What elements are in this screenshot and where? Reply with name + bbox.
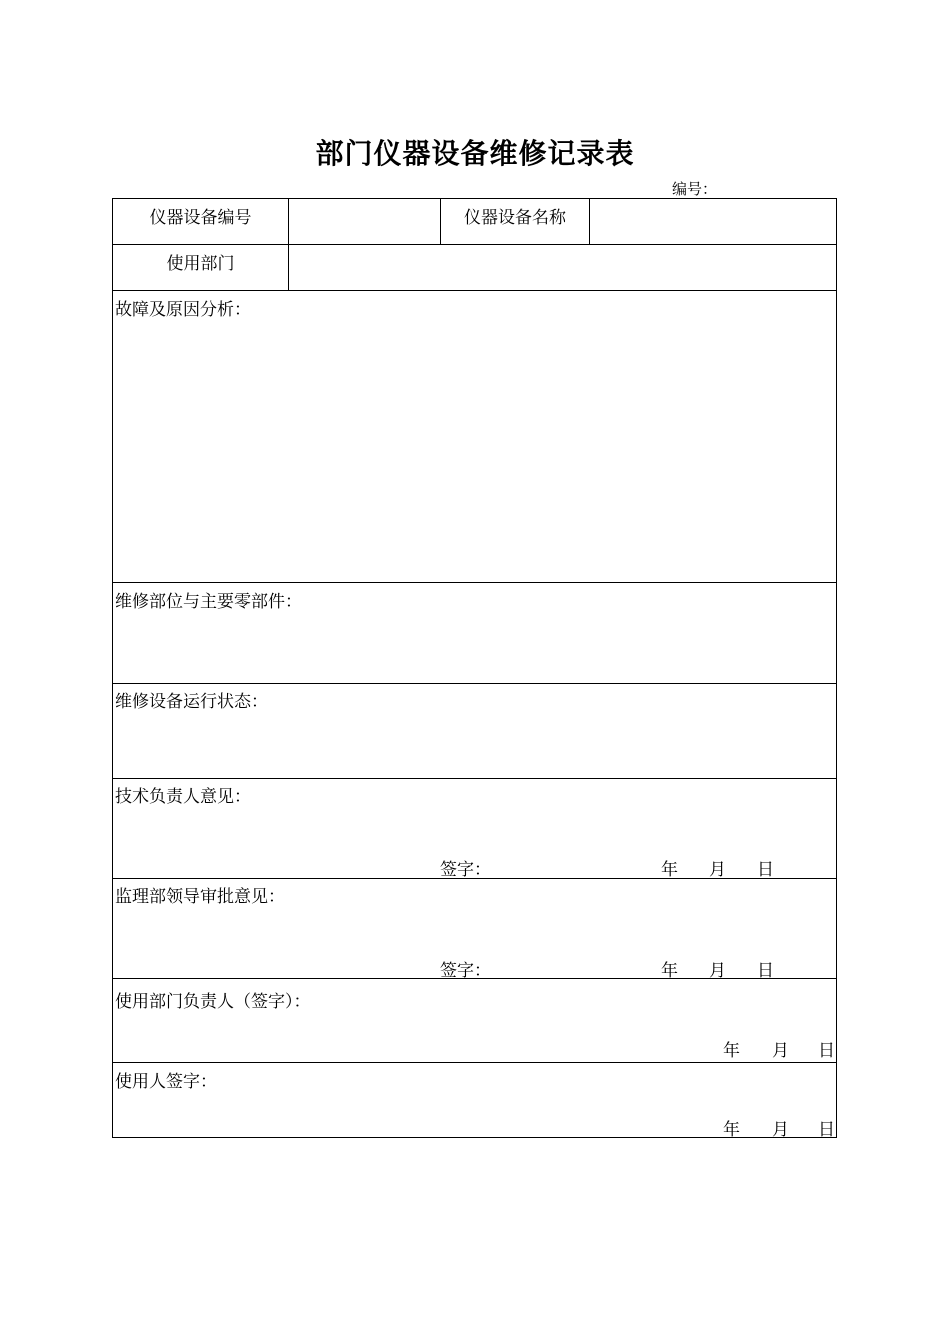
equipment-status-label: 维修设备运行状态： [115, 692, 268, 712]
equipment-status-field[interactable] [113, 711, 836, 776]
repair-parts-field[interactable] [113, 611, 836, 681]
divider [113, 1062, 836, 1063]
document-number-label: 编号： [672, 180, 718, 198]
equipment-number-label: 仪器设备编号 [149, 208, 252, 228]
repair-parts-label: 维修部位与主要零部件： [115, 592, 302, 612]
divider [113, 290, 836, 291]
department-field[interactable] [289, 245, 836, 290]
user-year-label: 年 [723, 1120, 740, 1140]
supervision-opinion-label: 监理部领导审批意见： [115, 887, 285, 907]
dept-head-month-label: 月 [772, 1041, 789, 1061]
repair-record-form [112, 198, 837, 1138]
dept-head-day-label: 日 [818, 1041, 835, 1061]
department-label: 使用部门 [166, 254, 235, 274]
tech-year-label: 年 [661, 860, 678, 880]
supervision-month-label: 月 [709, 961, 726, 981]
fault-analysis-field[interactable] [113, 319, 836, 581]
tech-sign-label: 签字： [440, 860, 491, 880]
equipment-name-label: 仪器设备名称 [464, 208, 566, 228]
divider [113, 683, 836, 684]
user-month-label: 月 [772, 1120, 789, 1140]
divider [113, 878, 836, 879]
divider [113, 582, 836, 583]
fault-analysis-label: 故障及原因分析： [115, 300, 251, 320]
supervision-sign-label: 签字： [440, 961, 491, 981]
divider [113, 778, 836, 779]
supervision-day-label: 日 [757, 961, 774, 981]
tech-month-label: 月 [709, 860, 726, 880]
dept-head-year-label: 年 [723, 1041, 740, 1061]
equipment-number-field[interactable] [289, 199, 440, 244]
tech-day-label: 日 [757, 860, 774, 880]
supervision-year-label: 年 [661, 961, 678, 981]
dept-head-label: 使用部门负责人（签字）： [115, 992, 311, 1012]
user-sign-label: 使用人签字： [115, 1072, 217, 1092]
divider [113, 978, 836, 979]
page-title: 部门仪器设备维修记录表 [315, 137, 635, 170]
tech-opinion-label: 技术负责人意见： [115, 787, 251, 807]
user-day-label: 日 [818, 1120, 835, 1140]
equipment-name-field[interactable] [590, 199, 836, 244]
